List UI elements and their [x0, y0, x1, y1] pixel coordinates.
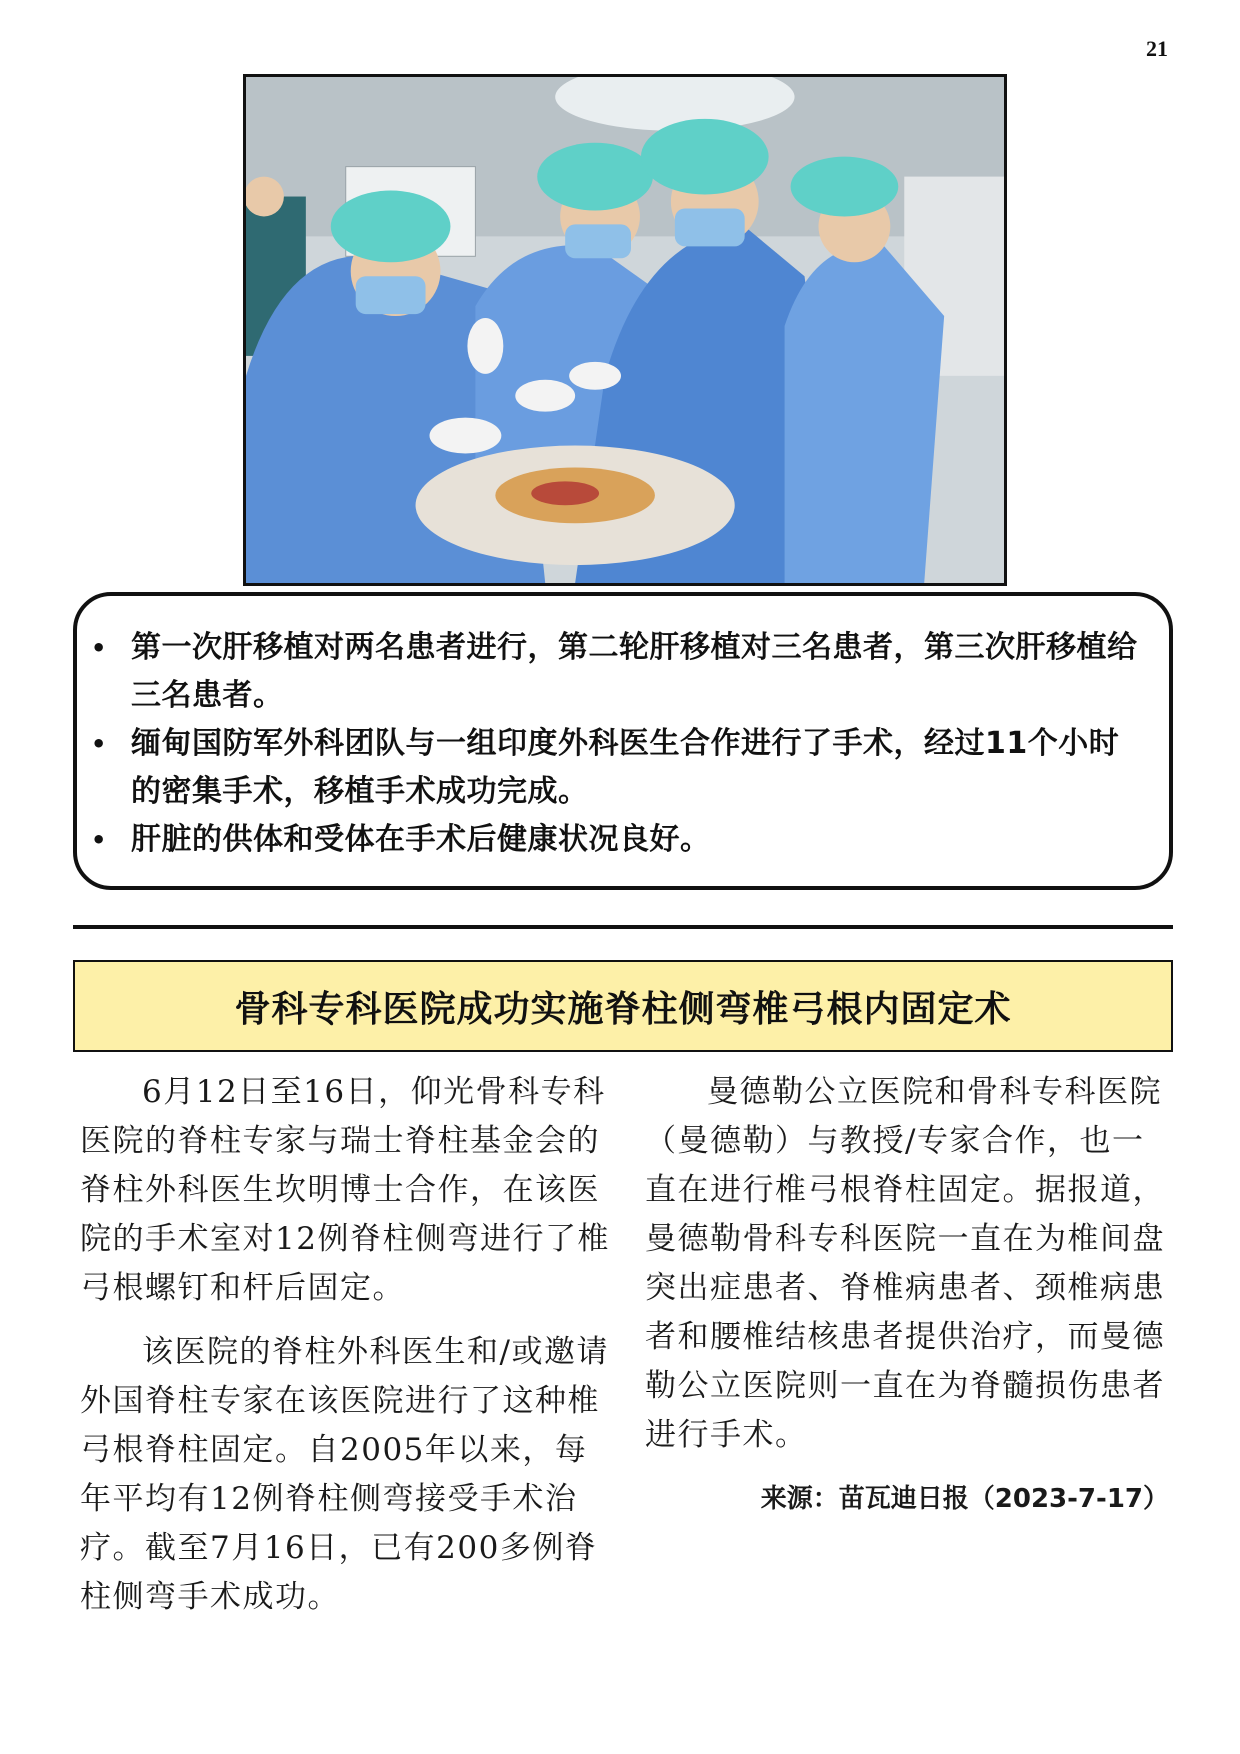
summary-bullet-item: [91, 624, 1145, 720]
article-column-right: [645, 1068, 1175, 1524]
article-paragraph: 6月12日至16日，仰光骨科专科医院的脊柱专家与瑞士脊柱基金会的脊柱外科医生坎明博士合作，在该医院的手术室对12例脊柱侧弯进行了椎弓根螺钉和杆后固定。: [80, 1074, 610, 1306]
article-paragraph: 该医院的脊柱外科医生和/或邀请外国脊柱专家在该医院进行了这种椎弓根脊柱固定。自2005年以来，每年平均有12例脊柱侧弯接受手术治疗。截至7月16日，已有200多例脊柱侧弯手术成功。: [80, 1334, 609, 1615]
photo-illustration: [246, 77, 1004, 583]
article-source: 来源：苗瓦迪日报（2023-7-17）: [760, 1484, 1169, 1514]
summary-bullet-list: [91, 624, 1145, 864]
summary-bullet-box: [73, 592, 1173, 890]
article-column-left: [80, 1068, 610, 1637]
bullet-text: 缅甸国防军外科团队与一组印度外科医生合作进行了手术，经过11个小时的密集手术，移植手术成功完成。: [131, 726, 1120, 809]
article-headline: 骨科专科医院成功实施脊柱侧弯椎弓根内固定术: [73, 960, 1173, 1052]
bullet-marker: •: [91, 634, 107, 662]
article-paragraph: 曼德勒公立医院和骨科专科医院（曼德勒）与教授/专家合作，也一直在进行椎弓根脊柱固定。据报道，曼德勒骨科专科医院一直在为椎间盘突出症患者、脊椎病患者、颈椎病患者和腰椎结核患者提供治疗，而曼德勒公立医院则一直在为脊髓损伤患者进行手术。: [645, 1074, 1165, 1453]
summary-bullet-item: [91, 720, 1145, 816]
surgical-team-photo: [243, 74, 1007, 586]
page-number: 21: [1146, 36, 1168, 61]
bullet-text: 肝脏的供体和受体在手术后健康状况良好。: [131, 822, 711, 857]
bullet-text: 第一次肝移植对两名患者进行，第二轮肝移植对三名患者，第三次肝移植给三名患者。: [131, 630, 1138, 713]
bullet-marker: •: [91, 826, 107, 854]
section-divider: [73, 925, 1173, 929]
bullet-marker: •: [91, 730, 107, 758]
summary-bullet-item: [91, 816, 1145, 864]
